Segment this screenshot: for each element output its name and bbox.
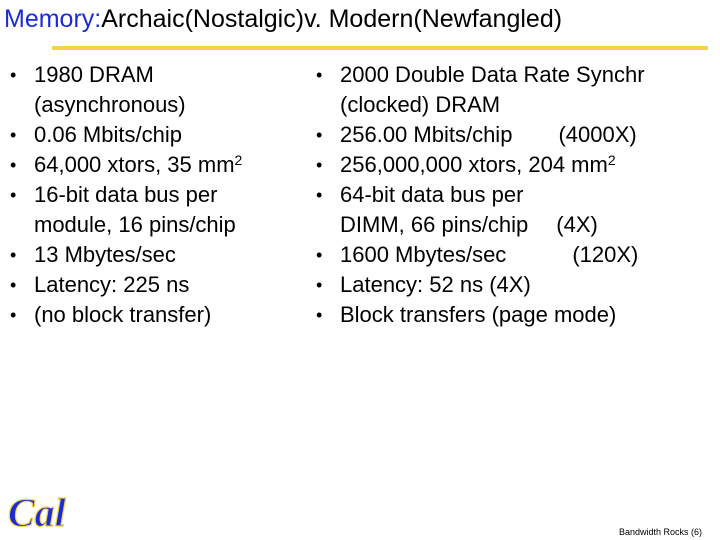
cal-logo	[6, 488, 70, 534]
right-bullet-7: • Block transfers (page mode)	[316, 300, 720, 330]
bullet-icon: •	[316, 305, 323, 325]
bullet-icon: •	[316, 275, 323, 295]
bullet-icon: •	[316, 125, 323, 145]
left-bullet-4: • 16-bit data bus per module, 16 pins/chip	[10, 182, 236, 237]
right-column	[316, 60, 720, 330]
left-bullet-1: • 1980 DRAM (asynchronous)	[10, 62, 186, 117]
left-column	[10, 60, 300, 330]
right-bullet-2: • 256.00 Mbits/chip (4000X)	[316, 120, 720, 150]
bullet-icon: •	[10, 155, 17, 175]
right-bullet-5: • 1600 Mbytes/sec (120X)	[316, 240, 720, 270]
left-bullet-2: • 0.06 Mbits/chip	[10, 120, 300, 150]
bullet-icon: •	[10, 305, 17, 325]
bullet-icon: •	[316, 245, 323, 265]
bullet-icon: •	[10, 185, 17, 205]
bullet-icon: •	[316, 185, 323, 205]
left-bullet-3: • 64,000 xtors, 35 $mm^2$	[10, 150, 300, 180]
bullet-icon: •	[10, 125, 17, 145]
title-rest: Archaic(Nostalgic)v. Modern(Newfangled)	[101, 5, 563, 33]
left-bullet-5: • 13 Mbytes/sec	[10, 240, 300, 270]
cal-logo-text: Cal	[8, 490, 66, 534]
bullet-icon: •	[10, 245, 17, 265]
slide-footer: Bandwidth Rocks (6)	[618, 527, 702, 537]
left-bullet-7: • (no block transfer)	[10, 300, 300, 330]
right-bullet-4: • 64-bit data bus per DIMM, 66 pins/chip (4X)	[316, 182, 598, 237]
bullet-icon: •	[10, 65, 17, 85]
slide-title	[4, 2, 720, 36]
title-underline	[52, 46, 708, 50]
bullet-icon: •	[10, 275, 17, 295]
right-bullet-6: • Latency: 52 ns (4X)	[316, 270, 720, 300]
left-bullet-6: • Latency: 225 ns	[10, 270, 300, 300]
bullet-icon: •	[316, 65, 323, 85]
right-bullet-3: • 256,000,000 xtors, 204 $mm^2$	[316, 150, 720, 180]
title-accent: Memory:	[4, 5, 102, 33]
right-bullet-1: • 2000 Double Data Rate Synchr (clocked) DRAM	[316, 62, 645, 117]
bullet-icon: •	[316, 155, 323, 175]
